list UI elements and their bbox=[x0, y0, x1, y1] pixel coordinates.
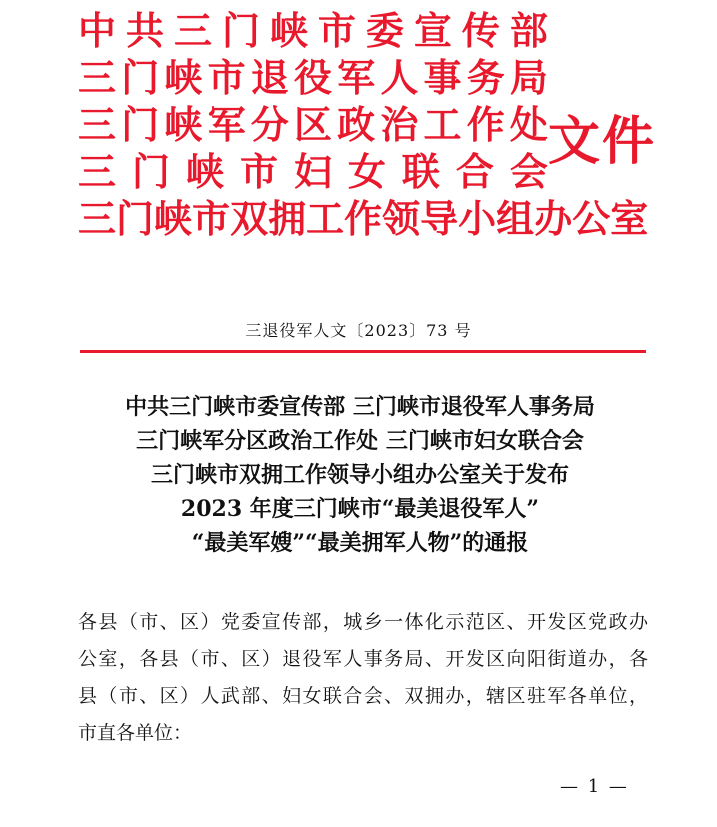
document-type-label: 文件 bbox=[548, 112, 657, 172]
title-line-5: “最美军嫂”“最美拥军人物”的通报 bbox=[191, 530, 529, 556]
issuer-line-4: 三 门 峡 市 妇 女 联 合 会 bbox=[78, 150, 548, 194]
title-line-4: 2023 年度三门峡市“最美退役军人” bbox=[180, 496, 540, 522]
issuer-line-2: 三 门 峡 市 退 役 军 人 事 务 局 bbox=[78, 56, 548, 100]
addressee-line-3: 县 （ 市 、 区 ） 人 武 部 、 妇 女 联 合 会 、 双 拥 办 ， 辖 区 驻 军 各 单 位 ， bbox=[78, 685, 648, 707]
addressee-line-4: 市直各单位： bbox=[78, 722, 193, 744]
title-line-3: 三门峡市双拥工作领导小组办公室关于发布 bbox=[150, 462, 569, 488]
title-line-1: 中共三门峡市委宣传部 三门峡市退役军人事务局 bbox=[125, 394, 595, 420]
issuer-line-1: 中 共 三 门 峡 市 委 宣 传 部 bbox=[78, 9, 548, 53]
addressee-line-1: 各 县 （ 市 、 区 ） 党 委 宣 传 部 ， 城 乡 一 体 化 示 范 区 、 开 发 区 党 政 办 bbox=[78, 611, 648, 633]
document-number: 三退役军人文〔2023〕73 号 bbox=[245, 321, 472, 340]
notice-title bbox=[60, 390, 660, 560]
issuer-line-3: 三 门 峡 军 分 区 政 治 工 作 处 bbox=[78, 103, 548, 147]
issuer-line-5: 三 门 峡 市 双 拥 工 作 领 导 小 组 办 公 室 bbox=[78, 197, 649, 241]
red-divider-line bbox=[80, 350, 646, 353]
title-line-2: 三门峡军分区政治工作处 三门峡市妇女联合会 bbox=[136, 428, 584, 454]
addressee-line-2: 公 室 ， 各 县 （ 市 、 区 ） 退 役 军 人 事 务 局 、 开 发 区 向 阳 街 道 办 ， 各 bbox=[78, 648, 648, 670]
page-number: — 1 — bbox=[560, 776, 629, 797]
addressee-paragraph bbox=[78, 604, 648, 752]
